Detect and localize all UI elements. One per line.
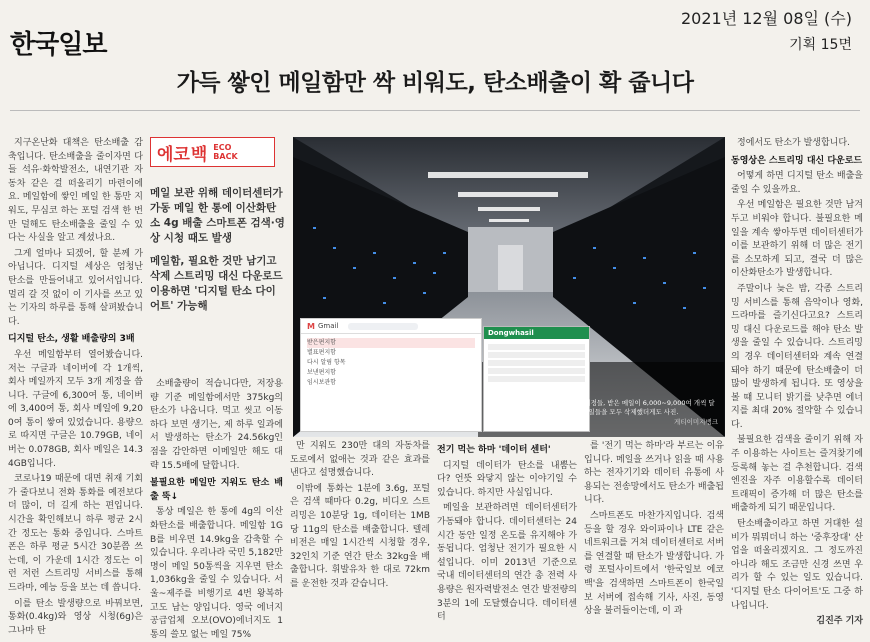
- article-deck: [150, 186, 285, 322]
- article-column-3: [290, 440, 430, 625]
- article-paragraph: 어떻게 하면 디지털 탄소 배출을 줄일 수 있을까요.: [731, 171, 863, 195]
- article-paragraph: 메일을 보관하려면 데이터센터가 가동돼야 합니다. 데이터센터는 24시간 동안 일정 온도를 유지해야 가동됩니다. 엄청난 전기가 필요한 시설입니다. 이미 2013년 기준으로 국내 데이터센터의 연간 총 전력 사용량은 원자력발전소 연간 발전량의 3분의 1에 도달했습니다. 데이터센터: [437, 503, 577, 623]
- gmail-tab: 다시 알림 항목: [307, 359, 346, 366]
- article-paragraph: 디지털 데이터가 탄소를 내뿜는다? 언뜻 와닿지 않는 이야기일 수 있습니다. 하지만 사실입니다.: [437, 460, 577, 498]
- article-column-2: [150, 378, 283, 640]
- article-paragraph: 불필요한 검색을 줄이기 위해 자주 이용하는 사이트는 즐겨찾기에 등록해 놓는 걸 추천합니다. 검색엔진을 자주 이용할수록 데이터 트래픽이 증가해 더 많은 탄소를 배출하게 되기 때문입니다.: [731, 435, 863, 514]
- gmail-tab: 임시보관함: [307, 379, 336, 386]
- section-subheading: 불필요한 메일만 지워도 탄소 배출 뚝↓: [150, 478, 283, 502]
- headline-divider: [10, 110, 860, 111]
- section-subheading: 디지털 탄소, 생활 배출량의 3배: [8, 334, 135, 345]
- article-paragraph: 주말이나 늦은 밤, 각종 스트리밍 서비스를 통해 음악이나 영화, 드라마를 즐기신다고요? 스트리밍 대신 다운로드를 해야 탄소 발생을 줄일 수 있습니다. 스트리밍의 경우 데이터센터와 계속 연결돼야 하기 때문에 탄소배출이 더 많이 발생하게 됩니다. 또 영상을 볼 때 모니터 밝기를 낮추면 에너지를 최대 20% 절약할 수 있습니다.: [731, 283, 863, 430]
- reporter-byline: 김진주 기자: [816, 616, 863, 627]
- article-column-1: [8, 137, 143, 636]
- section-subheading: 전기 먹는 하마 '데이터 센터': [437, 445, 551, 455]
- article-headline: 가득 쌓인 메일함만 싹 비워도, 탄소배출이 확 줍니다: [176, 70, 694, 96]
- gmail-app-name: Gmail: [317, 322, 339, 330]
- article-paragraph: 통상 메일은 한 통에 4g의 이산화탄소를 배출합니다. 메일함 1GB를 비우면 14.9kg을 감축할 수 있습니다. 우리나라 국민 5,182만 명이 메일 50통씩을 지우면 탄소 1,036kg을 줄일 수 있습니다. 서울~제주를 비행기로 4번 왕복하고도 남는 양입니다. 영국 에너지공급업체 오보(OVO)에너지도 1통의 쓸모 없는 메일 75%: [150, 507, 283, 640]
- article-paragraph: 정에서도 탄소가 발생합니다.: [737, 138, 850, 148]
- article-paragraph: 지구온난화 대책은 탄소배출 감축입니다. 탄소배출을 줄이자면 다들 석유·화학발전소, 내연기관 자동차 같은 걸 떠올리기 마련이에요. 메일함에 쌓인 메일 한 통만 지워도, 무심코 하는 포털 검색 한 번만 덜해도 탄소배출을 줄일 수 있다는 사실을 알고 계셨나요.: [8, 138, 143, 244]
- gmail-logo: M: [307, 321, 315, 331]
- article-paragraph: 그게 얼마나 되겠어, 할 분께 가 아닙니다. 디지털 세상은 엄청난 탄소를 만들어내고 있어서입니다. 멀리 갈 것 없이 이 기사를 쓰고 있는 기자의 하루를 통해 살펴봤습니다.: [8, 248, 143, 327]
- gmail-header: [301, 319, 481, 334]
- gmail-sidebar: [301, 334, 481, 392]
- page-section: 기획 15면: [789, 37, 852, 53]
- mail-row: [488, 344, 585, 350]
- eco-logo-en-2: BACK: [213, 152, 238, 161]
- photo-credit: 게티이미지뱅크: [674, 418, 718, 426]
- gmail-tab: 받은편지함: [307, 338, 475, 348]
- mail-app-list: [484, 339, 589, 387]
- gmail-tab: 보낸편지함: [307, 369, 336, 376]
- eco-logo-english: [213, 143, 237, 161]
- eco-back-logo: [150, 137, 275, 167]
- gmail-screenshot-inset: [300, 318, 482, 432]
- photo-caption: 데이터센터 내부 모습. 거지와 메일 계정들, 받은 메일이 6,000~9,000여 개씩 달한다. 가시를 작성하면서 불필요한 메일들을 모두 삭제했더게도 사진.: [484, 399, 715, 416]
- article-paragraph: 코로나19 때문에 대면 취재 기회가 줄다보니 전화 통화를 예전보다 더 많이, 더 길게 하는 편입니다. 시간을 확인해보니 하루 평균 2시간 정도는 통화 중입니다. 스마트폰은 하루 평균 5시간 30분쯤 쓰는데, 이 가운데 1시간 정도는 이런 저런 스트리밍 서비스를 통해 드라마, 예능 등을 보는 데 씁니다.: [8, 474, 143, 593]
- eco-logo-en-1: ECO: [213, 143, 232, 152]
- publication-date: 2021년 12월 08일 (수): [680, 9, 852, 28]
- mail-row: [488, 376, 585, 382]
- mail-row: [488, 368, 585, 374]
- article-paragraph: 를 '전기 먹는 하마'라 부르는 이유입니다. 메일을 쓰거나 읽을 때 사용하는 전자기기와 데이터 유통에 사용되는 전송망에서도 탄소가 배출됩니다.: [584, 441, 724, 506]
- mail-app-title: Dongwhasil: [484, 327, 589, 339]
- eco-logo-text: 에코: [157, 144, 190, 165]
- section-subheading: 동영상은 스트리밍 대신 다운로드: [731, 155, 863, 166]
- article-paragraph: 만 지워도 230만 대의 자동차를 도로에서 없애는 것과 같은 효과를 낸다고 설명했습니다.: [290, 441, 430, 479]
- deck-paragraph: 메일 보관 위해 데이터센터가 가동 메일 한 통에 이산화탄소 4g 배출 스마트폰 검색·영상 시청 때도 발생: [150, 187, 285, 244]
- article-paragraph: 소배출량이 적습니다만, 저장용량 기준 메일함에서만 375kg의 탄소가 나옵니다. 먹고 씻고 이동하다 보면 생기는, 제 하루 일과에서 발생하는 탄소가 24.56kg인 점을 감안하면 이메일만 해도 대략 15.5배에 달합니다.: [150, 379, 283, 471]
- article-column-6: [731, 137, 863, 625]
- article-paragraph: 탄소배출이라고 하면 거대한 설비가 뭐뭐더니 하는 '중후장대' 산업을 떠올리겠지요. 그 정도까진 아니라 해도 조금만 신경 쓰면 우리가 할 수 있는 일도 있습니다. '디지털 탄소 다이어트'도 그중 하나입니다.: [731, 519, 863, 611]
- newspaper-masthead: 한국일보: [10, 30, 107, 60]
- article-paragraph: 우선 메일함부터 열어봤습니다. 저는 구글과 네이버에 각 1개씩, 회사 메일까지 모두 3개 계정을 씁니다. 구글에 6,300여 통, 네이버에 3,400여 통, 회사 메일에 9,200여 통이 쌓여 있었습니다. 용량으로 따지면 구글은 10.79GB, 네이버는 0.078GB, 회사 메일은 14.34GB입니다.: [8, 349, 143, 469]
- eco-logo-text-bold: 백: [190, 144, 208, 165]
- article-column-5: [584, 440, 724, 625]
- article-paragraph: 이밖에 통화는 1분에 3.6g, 포털은 검색 때마다 0.2g, 비디오 스트리밍은 10분당 1g, 데이터는 1MB당 11g의 탄소를 배출합니다. 텔레비전은 매일 1시간씩 시청할 경우, 32인치 기준 연간 탄소 32kg을 배출합니다. 휘발유차 한 대로 72km를 운전한 것과 같습니다.: [290, 483, 430, 589]
- article-paragraph: 스마트폰도 마찬가지입니다. 검색 등을 할 경우 와이파이나 LTE 같은 네트워크를 거쳐 데이터센터로 서버를 연결할 때 탄소가 발생합니다. 가령 포털사이트에서 '한국일보 에코백'을 검색하면 스마트폰이 한국일보 서버에 접속해 기사, 사진, 동영상을 불러들이는데, 이 과: [584, 510, 724, 617]
- article-column-4: [437, 440, 577, 625]
- mail-row: [488, 352, 585, 358]
- article-paragraph: 우선 메일함은 필요한 것만 남겨두고 비워야 합니다. 불필요한 메일을 계속 쌓아두면 데이터센터가 이를 보관하기 위해 더 많은 전기를 소모하게 되고, 결국 더 많은 이산화탄소가 발생합니다.: [731, 200, 863, 279]
- gmail-tab: 별표편지함: [307, 349, 336, 356]
- gmail-search-bar: [348, 323, 418, 330]
- article-paragraph: 이를 탄소 발생량으로 바꿔보면, 통화(0.4kg)와 영상 시청(6g)은 그나마 탄: [8, 598, 143, 636]
- mail-row: [488, 360, 585, 366]
- deck-paragraph: 메일함, 필요한 것만 남기고 삭제 스트리밍 대신 다운로드 이용하면 '디지털 탄소 다이어트' 가능해: [150, 255, 283, 312]
